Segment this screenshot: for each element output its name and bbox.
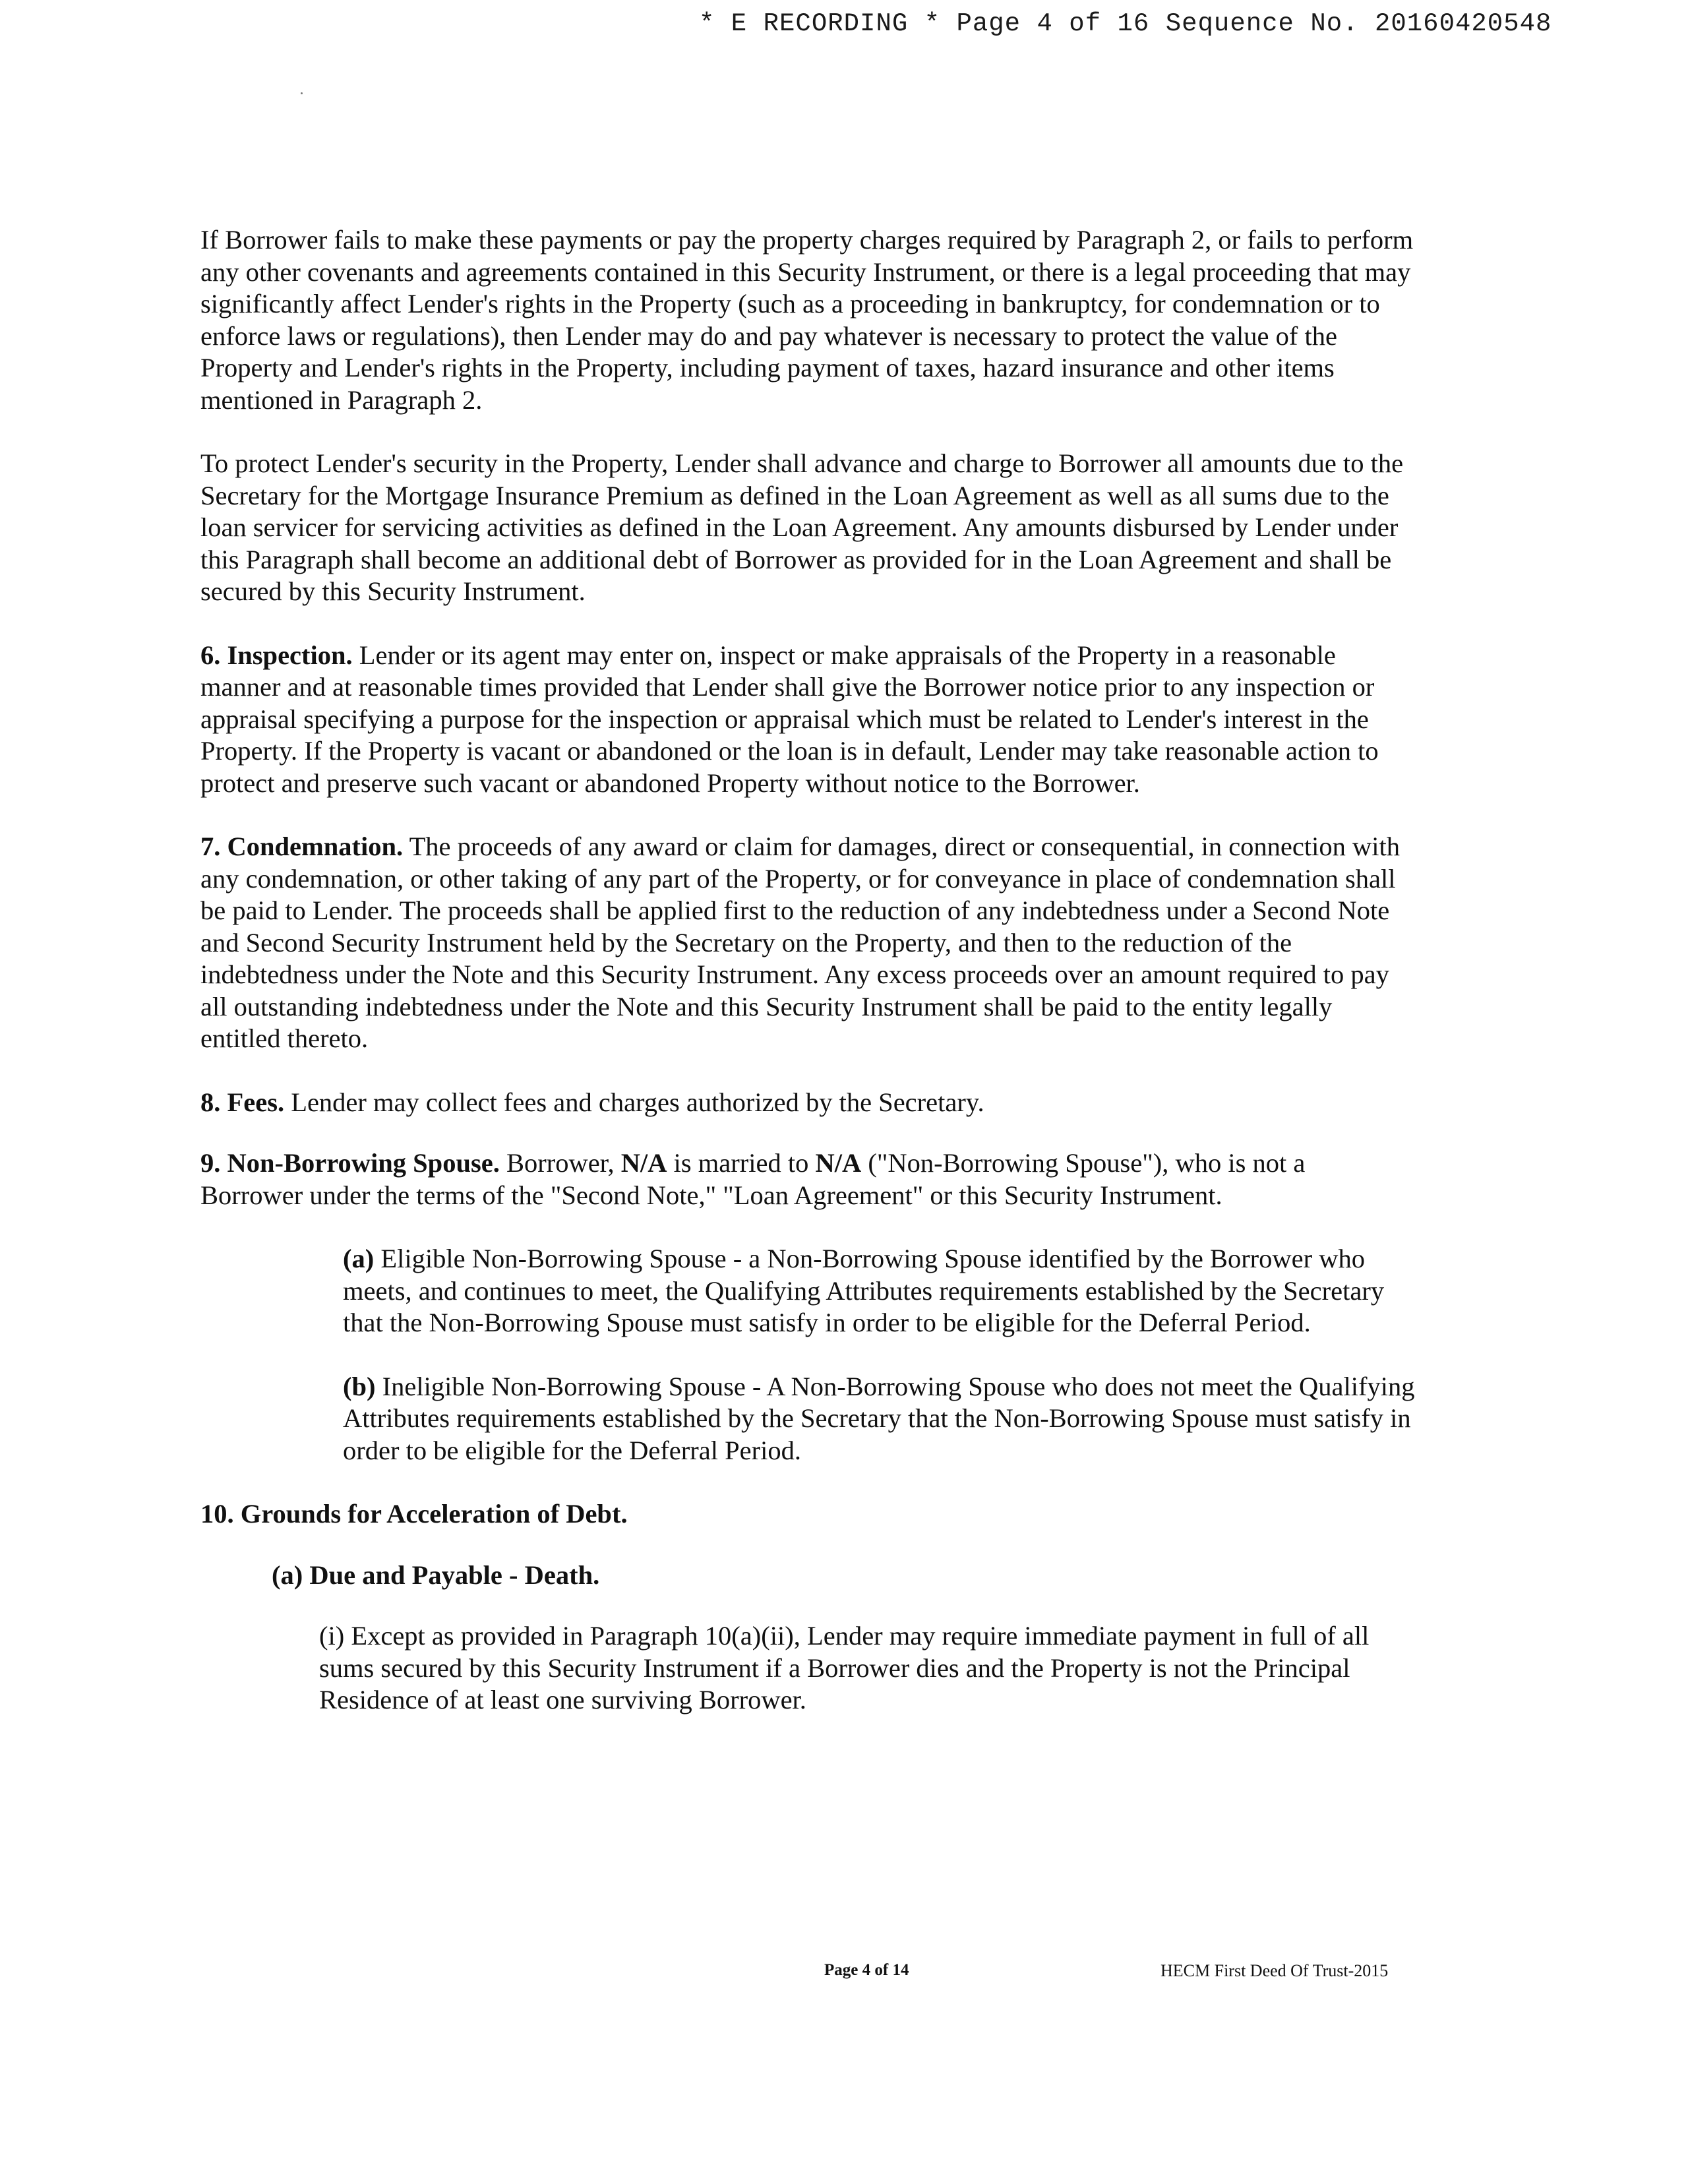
section-heading-inspection: 6. Inspection. [200,640,353,670]
section-heading-fees: 8. Fees. [200,1087,285,1117]
paragraph-lender-security: To protect Lender's security in the Property, Lender shall advance and charge to Borrower all amounts due to the Secretary for the Mortgage Insurance Premium as defined in the Loan Agreement as well as all sums due to the loan servicer for servicing activities as defined in the Loan Agreement. Any amounts disbursed by Lender under this Paragraph shall become an additional debt of Borrower as provided for in the Loan Agreement and shall be secured by this Security Instrument. [200,448,1404,606]
footer-page-number: Page 4 of 14 [824,1961,909,1979]
section-heading-non-borrowing-spouse: 9. Non-Borrowing Spouse. [200,1148,500,1178]
nbs-item-a-label: (a) [343,1244,375,1273]
paragraph-borrower-failure: If Borrower fails to make these payments or pay the property charges required by Paragraph 2, or fails to perform any other covenants and agreements contained in this Security Instrument, or there is a legal proceeding that may significantly affect Lender's rights in the Property (such as a proceeding in bankruptcy, for condemnation or to enforce laws or regulations), then Lender may do and pay whatever is necessary to protect the value of the Property and Lender's rights in the Property, including payment of taxes, hazard insurance and other items mentioned in Paragraph 2. [200,225,1414,415]
section-heading-condemnation: 7. Condemnation. [200,832,404,861]
section-heading-acceleration-text: 10. Grounds for Acceleration of Debt. [200,1499,628,1529]
nbs-item-b-label: (b) [343,1371,376,1401]
section-heading-acceleration [200,1498,1414,1531]
section-condemnation [200,831,1414,1055]
nbs-text-b: is married to [667,1148,816,1178]
scan-speck [301,92,303,94]
section-text-inspection: Lender or its agent may enter on, inspect or make appraisals of the Property in a reasonable manner and at reasonable times provided that Lender shall give the Borrower notice prior to any inspection or appraisal specifying a purpose for the inspection or appraisal which must be related to Lender's interest in the Property. If the Property is vacant or abandoned or the loan is in default, Lender may take reasonable action to protect and preserve such vacant or abandoned Property without notice to the Borrower. [200,640,1379,798]
borrower-name: N/A [620,1148,667,1178]
section-inspection [200,640,1414,800]
section-text-condemnation: The proceeds of any award or claim for damages, direct or consequential, in connection with any condemnation, or other taking of any part of the Property, or for conveyance in place of condemnation shall be paid to Lender. The proceeds shall be applied first to the reduction of any indebtedness under a Second Note and Second Security Instrument held by the Secretary on the Property, and then to the reduction of the indebtedness under the Note and this Security Instrument. Any excess proceeds over an amount required to pay all outstanding indebtedness under the Note and this Security Instrument shall be paid to the entity legally entitled thereto. [200,832,1401,1053]
nbs-item-a-text: Eligible Non-Borrowing Spouse - a Non-Borrowing Spouse identified by the Borrower who meets, and continues to meet, the Qualifying Attributes requirements established by the Secretary that the Non-Borrowing Spouse must satisfy in order to be eligible for the Deferral Period. [343,1244,1385,1337]
spouse-name: N/A [815,1148,862,1178]
subsection-heading-death [272,1560,1414,1592]
recording-stamp: * E RECORDING * Page 4 of 16 Sequence No. 20160420548 [699,9,1552,38]
document-body [200,224,1414,1748]
nbs-item-eligible [343,1243,1424,1339]
nbs-text-a: Borrower, [499,1148,621,1178]
footer-form-name: HECM First Deed Of Trust-2015 [1160,1961,1389,1980]
subsection-death-item-i: (i) Except as provided in Paragraph 10(a)(ii), Lender may require immediate payment in full of all sums secured by this Security Instrument if a Borrower dies and the Property is not the Principal Residence of at least one surviving Borrower. [319,1621,1370,1714]
section-fees [200,1087,1414,1119]
subsection-heading-death-text: (a) Due and Payable - Death. [272,1560,600,1590]
section-text-fees: Lender may collect fees and charges authorized by the Secretary. [284,1087,984,1117]
section-non-borrowing-spouse [200,1147,1414,1211]
nbs-item-b-text: Ineligible Non-Borrowing Spouse - A Non-Borrowing Spouse who does not meet the Qualifying Attributes requirements established by the Secretary that the Non-Borrowing Spouse must satisfy in order to be eligible for the Deferral Period. [343,1371,1415,1465]
nbs-item-ineligible [343,1371,1424,1467]
nbs-text-c: ("Non-Borrowing Spouse"), who is not a Borrower under the terms of the "Second Note," "Loan Agreement" or this Security Instrument. [200,1148,1306,1210]
